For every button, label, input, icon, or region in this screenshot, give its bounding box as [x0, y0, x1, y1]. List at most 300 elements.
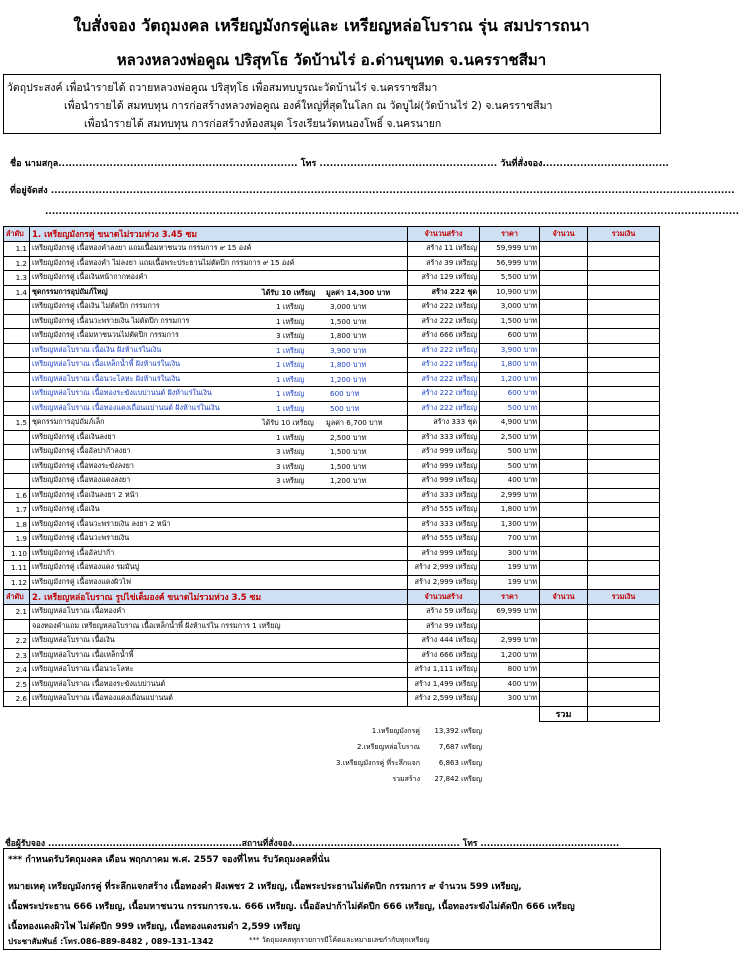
table-row: [4, 343, 660, 358]
table-row: [4, 692, 660, 707]
purpose-line-2: เพื่อนำรายได้ สมทบทุน การก่อสร้างหลวงพ่อคูณ องค์ใหญ่ที่สุดในโลก ณ วัดบูไผ่(วัดบ้านไร่ 2) จ.นครราชสีมา: [64, 100, 553, 112]
row-included-count: 3 เหรียญ: [276, 331, 305, 340]
row-price: 1,300 บาท: [480, 517, 540, 532]
row-item-label: เหรียญมังกรคู่ เนื้อเงิน ไม่ตัดปีก กรรมการ: [32, 301, 160, 311]
table-row: [4, 634, 660, 649]
row-qty-built: สร้าง 222 เหรียญ: [408, 372, 480, 387]
row-price: 5,500 บาท: [480, 271, 540, 286]
row-qty-built: สร้าง 222 เหรียญ: [408, 314, 480, 329]
row-price: 600 บาท: [480, 387, 540, 402]
table-row: [4, 329, 660, 344]
row-qty-built: สร้าง 222 เหรียญ: [408, 343, 480, 358]
row-qty-built: สร้าง 99 เหรียญ: [408, 619, 480, 634]
footer-contact: ประชาสัมพันธ์ :โทร.086-889-8482 , 089-131-1342: [8, 937, 214, 946]
row-amount-input[interactable]: [540, 343, 588, 358]
row-qty-built: สร้าง 333 เหรียญ: [408, 517, 480, 532]
row-item-label: เหรียญหล่อโบราณ เนื้อเหล็กน้ำพี้: [32, 649, 134, 659]
row-amount-input[interactable]: [540, 242, 588, 257]
row-price: 400 บาท: [480, 474, 540, 489]
row-total-input[interactable]: [588, 300, 660, 315]
row-total-input[interactable]: [588, 677, 660, 692]
row-amount-input[interactable]: [540, 285, 588, 300]
row-price: 800 บาท: [480, 663, 540, 678]
row-number: [4, 300, 30, 315]
form-subtitle: หลวงหลวงพ่อคูณ ปริสุทโธ วัดบ้านไร่ อ.ด่านขุนทด จ.นครราชสีมา: [116, 51, 547, 69]
row-included-count: ได้รับ 10 เหรียญ: [262, 287, 316, 297]
table-row: [4, 387, 660, 402]
row-item-label: เหรียญหล่อโบราณ เนื้อทองระฆังแบบ่านนต์ ฝังห้าแร่ในเงิน: [32, 388, 212, 398]
row-included-value: 1,800 บาท: [330, 331, 367, 340]
total-row-blank: [4, 706, 30, 721]
summary-value: 27,842 เหรียญ: [434, 774, 482, 783]
table-row: [4, 677, 660, 692]
row-number: 1.12: [4, 575, 30, 590]
row-price: 700 บาท: [480, 532, 540, 547]
row-total-input[interactable]: [588, 445, 660, 460]
row-item-label: เหรียญมังกรคู่ เนื้อนวะพรายเงิน: [32, 533, 130, 543]
purpose-line-3: เพื่อนำรายได้ สมทบทุน การก่อสร้างห้องสมุด โรงเรียนวัดหนองโพธิ์ จ.นครนายก: [84, 118, 442, 130]
row-item-label: เหรียญมังกรคู่ เนื้อเงินลงยา 2 หน้า: [32, 489, 139, 499]
row-qty-built: สร้าง 2,999 เหรียญ: [408, 561, 480, 576]
row-amount-input[interactable]: [540, 314, 588, 329]
table-row: [4, 314, 660, 329]
row-included-value: 3,900 บาท: [330, 345, 367, 355]
row-total-input[interactable]: [588, 488, 660, 503]
row-item-label: เหรียญหล่อโบราณ เนื้อทองแดงเถื่อนแบ่านนต์: [32, 693, 173, 703]
total-row-blank: [408, 706, 480, 721]
table-row: [4, 561, 660, 576]
row-included-count: 3 เหรียญ: [276, 476, 305, 485]
section-header-row: [4, 590, 660, 605]
row-price: 2,500 บาท: [480, 430, 540, 445]
row-item: [30, 271, 408, 286]
row-included-count: 1 เหรียญ: [276, 360, 305, 369]
row-amount-input[interactable]: [540, 271, 588, 286]
row-amount-input[interactable]: [540, 503, 588, 518]
row-included-value: 600 บาท: [330, 389, 360, 398]
table-row: [4, 517, 660, 532]
row-item-label: เหรียญมังกรคู่ เนื้อทองแดงผิวไฟ: [32, 576, 131, 586]
row-number: [4, 430, 30, 445]
footer-line-3: เนื้อพระประธาน 666 เหรียญ, เนื้อมหาชนวน กรรมการจ.น. 666 เหรียญ. เนื้ออัลปาก้าไม่ตัดปีก 666 เหรียญ, เนื้อทองระฆังไม่ตัดปีก 666 เหรียญ: [8, 902, 575, 912]
row-amount-input[interactable]: [540, 546, 588, 561]
row-total-input[interactable]: [588, 358, 660, 373]
row-included-value: 3,000 บาท: [330, 302, 367, 311]
row-price: 3,900 บาท: [480, 343, 540, 358]
address-field[interactable]: ที่อยู่จัดส่ง ........................................................................................................................................................................................................: [10, 186, 735, 196]
row-total-input[interactable]: [588, 329, 660, 344]
row-included-count: 1 เหรียญ: [276, 374, 305, 384]
row-item: [30, 387, 408, 402]
row-price: 56,999 บาท: [480, 256, 540, 271]
row-price: 500 บาท: [480, 459, 540, 474]
row-price: 59,999 บาท: [480, 242, 540, 257]
row-total-input[interactable]: [588, 634, 660, 649]
row-item-label: เหรียญมังกรคู่ เนื้ออัลปาก้า: [32, 547, 115, 557]
row-item: [30, 459, 408, 474]
row-qty-built: สร้าง 2,999 เหรียญ: [408, 575, 480, 590]
row-included-count: 1 เหรียญ: [276, 403, 305, 413]
col-no: ลำดับ: [4, 227, 30, 242]
row-price: 69,999 บาท: [480, 605, 540, 620]
purpose-line-1: วัตถุประสงค์ เพื่อนำรายได้ ถวายหลวงพ่อคูณ ปริสุทฺโธ เพื่อสมทบบูรณะวัดบ้านไร่ จ.นครราชสีมา: [7, 82, 438, 94]
row-amount-input[interactable]: [540, 430, 588, 445]
table-row: [4, 619, 660, 634]
row-number: [4, 401, 30, 416]
row-price: 1,500 บาท: [480, 314, 540, 329]
summary-value: 13,392 เหรียญ: [434, 726, 482, 735]
row-included-count: ได้รับ 10 เหรียญ: [262, 418, 314, 427]
col-item: 1. เหรียญมังกรคู่ ขนาดไม่รวมห่วง 3.45 ซม: [30, 227, 408, 242]
total-row: [4, 706, 660, 721]
row-number: 1.6: [4, 488, 30, 503]
table-row: [4, 256, 660, 271]
summary-label: 1.เหรียญมังกรคู่: [371, 726, 420, 735]
row-item: [30, 663, 408, 678]
row-total-input[interactable]: [588, 372, 660, 387]
row-number: [4, 619, 30, 634]
col-price: ราคา: [480, 227, 540, 242]
name-field[interactable]: ชื่อ นามสกุล...................................................................... โทร .................................................... วันที่สั่งจอง.....................................: [10, 159, 669, 169]
total-row-blank: [30, 706, 408, 721]
row-total-input[interactable]: [588, 692, 660, 707]
row-number: 1.4: [4, 285, 30, 300]
col-no: ลำดับ: [4, 590, 30, 605]
row-qty-built: สร้าง 39 เหรียญ: [408, 256, 480, 271]
table-row: [4, 474, 660, 489]
footer-line-2: หมายเหตุ เหรียญมังกรคู่ ที่ระลึกแจกสร้าง เนื้อทองคำ ฝังเพชร 2 เหรียญ, เนื้อพระประธานไม่ตัดปีก กรรมการ ๙ จำนวน 599 เหรียญ,: [8, 882, 522, 892]
row-item-label: เหรียญมังกรคู่ เนื้ออัลปาก้าลงยา: [32, 446, 131, 456]
table-row: [4, 459, 660, 474]
row-number: 1.11: [4, 561, 30, 576]
row-number: [4, 474, 30, 489]
grand-total-input[interactable]: [588, 706, 660, 721]
table-row: [4, 372, 660, 387]
row-item-label: เหรียญหล่อโบราณ เนื้อเงิน ฝังห้าแร่ในเงิน: [32, 344, 162, 354]
row-total-input[interactable]: [588, 271, 660, 286]
row-qty-built: สร้าง 59 เหรียญ: [408, 605, 480, 620]
row-item: [30, 488, 408, 503]
row-item: [30, 300, 408, 315]
row-number: 2.6: [4, 692, 30, 707]
row-item: [30, 474, 408, 489]
row-amount-input[interactable]: [540, 692, 588, 707]
row-total-input[interactable]: [588, 561, 660, 576]
row-item-label: เหรียญมังกรคู่ เนื้อทองระฆังลงยา: [32, 460, 134, 470]
row-item: [30, 314, 408, 329]
row-qty-built: สร้าง 129 เหรียญ: [408, 271, 480, 286]
row-included-value: 1,500 บาท: [330, 447, 367, 456]
row-item-label: เหรียญหล่อโบราณ เนื้อทองคำ: [32, 606, 126, 616]
section-header-row: [4, 227, 660, 242]
row-price: 2,999 บาท: [480, 488, 540, 503]
row-qty-built: สร้าง 222 เหรียญ: [408, 401, 480, 416]
summary-label: 3.เหรียญมังกรคู่ ที่ระลึกแจก: [336, 758, 420, 767]
row-total-input[interactable]: [588, 532, 660, 547]
row-qty-built: สร้าง 333 เหรียญ: [408, 488, 480, 503]
table-row: [4, 401, 660, 416]
col-amount: จำนวน: [540, 590, 588, 605]
row-item-label: เหรียญหล่อโบราณ เนื้อเงิน: [32, 635, 115, 645]
row-item: [30, 619, 408, 634]
row-amount-input[interactable]: [540, 561, 588, 576]
row-number: [4, 343, 30, 358]
row-total-input[interactable]: [588, 401, 660, 416]
table-row: [4, 605, 660, 620]
row-item: [30, 416, 408, 431]
row-included-value: 2,500 บาท: [330, 432, 367, 442]
row-item: [30, 692, 408, 707]
row-included-count: 1 เหรียญ: [276, 432, 305, 442]
row-amount-input[interactable]: [540, 401, 588, 416]
row-item: [30, 677, 408, 692]
row-qty-built: สร้าง 999 เหรียญ: [408, 459, 480, 474]
row-amount-input[interactable]: [540, 300, 588, 315]
row-number: 2.1: [4, 605, 30, 620]
table-row: [4, 416, 660, 431]
row-included-value: 1,500 บาท: [330, 461, 367, 471]
row-qty-built: สร้าง 11 เหรียญ: [408, 242, 480, 257]
row-item: [30, 634, 408, 649]
row-total-input[interactable]: [588, 605, 660, 620]
row-total-input[interactable]: [588, 416, 660, 431]
table-row: [4, 648, 660, 663]
row-included-value: 1,200 บาท: [330, 374, 367, 384]
row-amount-input[interactable]: [540, 619, 588, 634]
table-row: [4, 242, 660, 257]
row-number: [4, 314, 30, 329]
row-price: 400 บาท: [480, 677, 540, 692]
row-total-input[interactable]: [588, 517, 660, 532]
row-amount-input[interactable]: [540, 634, 588, 649]
footer-code-note: *** วัตถุมงคลทุกรายการมีโค้ดและหมายเลขกำกับทุกเหรียญ: [249, 936, 430, 944]
summary-value: 6,863 เหรียญ: [438, 758, 482, 767]
col-item: 2. เหรียญหล่อโบราณ รูปไข่เต็มองค์ ขนาดไม่รวมห่วง 3.5 ซม: [30, 590, 408, 605]
row-amount-input[interactable]: [540, 372, 588, 387]
row-number: [4, 329, 30, 344]
row-amount-input[interactable]: [540, 532, 588, 547]
total-label: รวม: [540, 706, 588, 721]
summary-value: 7,687 เหรียญ: [438, 742, 482, 751]
row-qty-built: สร้าง 1,111 เหรียญ: [408, 663, 480, 678]
row-price: 2,999 บาท: [480, 634, 540, 649]
row-total-input[interactable]: [588, 619, 660, 634]
row-price: 199 บาท: [480, 575, 540, 590]
row-item: [30, 329, 408, 344]
form-title: ใบสั่งจอง วัตถุมงคล เหรียญมังกรคู่และ เหรียญหล่อโบราณ รุ่น สมปรารถนา: [73, 16, 590, 35]
row-item-label: เหรียญมังกรคู่ เนื้อเงินลงยา: [32, 431, 116, 441]
row-item-label: เหรียญมังกรคู่ เนื้อนวะพรายเงิน ไม่ตัดปีก กรรมการ: [32, 315, 190, 325]
table-row: [4, 285, 660, 300]
footer-line-1: *** กำหนดรับวัตถุมงคล เดือน พฤกภาคม พ.ศ. 2557 จองที่ไหน รับวัตถุมงคลที่นั่น: [8, 855, 330, 865]
order-table: [3, 226, 660, 722]
row-price: 10,900 บาท: [480, 285, 540, 300]
row-number: 1.9: [4, 532, 30, 547]
receiver-field[interactable]: ชื่อผู้รับจอง ............................................................สถานที่สั่งจอง.................................................... โทร ...........................................: [5, 839, 620, 849]
row-item: [30, 503, 408, 518]
footer-line-4: เนื้อทองแดงผิวไฟ ไม่ตัดปีก 999 เหรียญ, เนื้อทองแดงรมดำ 2,599 เหรียญ: [8, 922, 301, 932]
row-amount-input[interactable]: [540, 648, 588, 663]
row-item: [30, 532, 408, 547]
row-amount-input[interactable]: [540, 358, 588, 373]
row-total-input[interactable]: [588, 474, 660, 489]
row-item: [30, 242, 408, 257]
row-amount-input[interactable]: [540, 605, 588, 620]
row-number: [4, 358, 30, 373]
row-price: 300 บาท: [480, 546, 540, 561]
row-item: [30, 343, 408, 358]
row-qty-built: สร้าง 333 ชุด: [408, 416, 480, 431]
row-price: 1,200 บาท: [480, 372, 540, 387]
row-total-input[interactable]: [588, 343, 660, 358]
row-included-value: 1,200 บาท: [330, 476, 367, 485]
row-amount-input[interactable]: [540, 474, 588, 489]
row-item-label: เหรียญมังกรคู่ เนื้อมหาชนวนไม่ตัดปีก กรรมการ: [32, 330, 179, 340]
row-included-value: มูลค่า 14,300 บาท: [326, 287, 391, 297]
row-price: 600 บาท: [480, 329, 540, 344]
col-total: รวมเงิน: [588, 227, 660, 242]
row-item: [30, 401, 408, 416]
row-number: [4, 372, 30, 387]
purpose-box: [3, 74, 661, 134]
row-item: [30, 517, 408, 532]
row-price: 1,800 บาท: [480, 358, 540, 373]
table-row: [4, 488, 660, 503]
row-item-label: เหรียญมังกรคู่ เนื้อนวะพรายเงิน ลงยา 2 หน้า: [32, 518, 171, 528]
row-amount-input[interactable]: [540, 387, 588, 402]
row-total-input[interactable]: [588, 663, 660, 678]
row-price: 1,800 บาท: [480, 503, 540, 518]
row-item-label: เหรียญหล่อโบราณ เนื้อทองระฆังแบบ่านนต์: [32, 678, 166, 688]
row-item-label: เหรียญหล่อโบราณ เนื้อทองแดงเถื่อนแบ่านนต์ ฝังห้าแร่ในเงิน: [32, 402, 220, 412]
address-field-2[interactable]: ...........................................................................................................................................................................................................: [45, 207, 739, 217]
row-included-value: 1,800 บาท: [330, 360, 367, 369]
row-item: [30, 575, 408, 590]
footer-notes: [3, 848, 661, 950]
row-number: [4, 387, 30, 402]
row-qty-built: สร้าง 2,599 เหรียญ: [408, 692, 480, 707]
table-row: [4, 445, 660, 460]
row-item: [30, 256, 408, 271]
row-total-input[interactable]: [588, 314, 660, 329]
row-qty-built: สร้าง 999 เหรียญ: [408, 445, 480, 460]
row-item: [30, 372, 408, 387]
row-total-input[interactable]: [588, 459, 660, 474]
row-qty-built: สร้าง 222 เหรียญ: [408, 387, 480, 402]
row-item-label: จองทองคำแถม เหรียญหล่อโบราณ เนื้อเหล็กน้ำพี้ ฝังห้าแร่ใน กรรมการ 1 เหรียญ: [32, 620, 281, 630]
row-total-input[interactable]: [588, 575, 660, 590]
row-amount-input[interactable]: [540, 575, 588, 590]
row-qty-built: สร้าง 222 เหรียญ: [408, 300, 480, 315]
row-total-input[interactable]: [588, 546, 660, 561]
row-item: [30, 445, 408, 460]
table-row: [4, 532, 660, 547]
row-total-input[interactable]: [588, 242, 660, 257]
row-item-label: เหรียญมังกรคู่ เนื้อเงิน: [32, 504, 100, 514]
row-total-input[interactable]: [588, 430, 660, 445]
row-included-value: มูลค่า 6,700 บาท: [326, 418, 383, 427]
row-number: [4, 445, 30, 460]
row-total-input[interactable]: [588, 503, 660, 518]
row-item: [30, 648, 408, 663]
row-total-input[interactable]: [588, 648, 660, 663]
total-row-blank: [480, 706, 540, 721]
row-item-label: เหรียญหล่อโบราณ เนื้อนวะโลหะ: [32, 664, 134, 674]
row-item: [30, 430, 408, 445]
row-amount-input[interactable]: [540, 416, 588, 431]
table-row: [4, 430, 660, 445]
row-total-input[interactable]: [588, 256, 660, 271]
row-included-count: 1 เหรียญ: [276, 345, 305, 355]
row-price: 500 บาท: [480, 401, 540, 416]
row-qty-built: สร้าง 1,499 เหรียญ: [408, 677, 480, 692]
row-amount-input[interactable]: [540, 445, 588, 460]
col-amount: จำนวน: [540, 227, 588, 242]
row-amount-input[interactable]: [540, 517, 588, 532]
row-price: [480, 619, 540, 634]
row-item-label: เหรียญหล่อโบราณ เนื้อนวะโลหะ ฝังห้าแร่ในเงิน: [32, 373, 181, 383]
row-qty-built: สร้าง 666 เหรียญ: [408, 329, 480, 344]
table-row: [4, 546, 660, 561]
row-number: 1.1: [4, 242, 30, 257]
row-qty-built: สร้าง 444 เหรียญ: [408, 634, 480, 649]
row-total-input[interactable]: [588, 285, 660, 300]
row-amount-input[interactable]: [540, 459, 588, 474]
row-amount-input[interactable]: [540, 329, 588, 344]
row-item: [30, 561, 408, 576]
col-total: รวมเงิน: [588, 590, 660, 605]
row-qty-built: สร้าง 333 เหรียญ: [408, 430, 480, 445]
row-price: 4,900 บาท: [480, 416, 540, 431]
row-included-count: 1 เหรียญ: [276, 302, 305, 311]
row-qty-built: สร้าง 222 เหรียญ: [408, 358, 480, 373]
col-qty-built: จำนวนสร้าง: [408, 590, 480, 605]
row-qty-built: สร้าง 555 เหรียญ: [408, 503, 480, 518]
table-row: [4, 503, 660, 518]
row-included-count: 3 เหรียญ: [276, 461, 305, 471]
row-number: 1.7: [4, 503, 30, 518]
row-item-label: ชุดกรรมการอุปถัมภ์เล็ก: [32, 417, 105, 427]
table-row: [4, 663, 660, 678]
table-row: [4, 575, 660, 590]
row-qty-built: สร้าง 666 เหรียญ: [408, 648, 480, 663]
col-qty-built: จำนวนสร้าง: [408, 227, 480, 242]
row-amount-input[interactable]: [540, 663, 588, 678]
row-number: 1.5: [4, 416, 30, 431]
summary-label: รวมสร้าง: [392, 774, 420, 783]
row-amount-input[interactable]: [540, 677, 588, 692]
row-included-count: 3 เหรียญ: [276, 447, 305, 456]
row-total-input[interactable]: [588, 387, 660, 402]
col-price: ราคา: [480, 590, 540, 605]
row-number: 2.4: [4, 663, 30, 678]
row-included-count: 1 เหรียญ: [276, 389, 305, 398]
row-item-label: เหรียญมังกรคู่ เนื้อเงินหน้ากากทองคำ: [32, 272, 148, 282]
row-included-value: 1,500 บาท: [330, 316, 367, 326]
row-amount-input[interactable]: [540, 256, 588, 271]
row-price: 199 บาท: [480, 561, 540, 576]
row-amount-input[interactable]: [540, 488, 588, 503]
row-item-label: เหรียญมังกรคู่ เนื้อทองคำ ไม่ลงยา แถมเนื้อพระประธานไม่ตัดปีก กรรมการ ๙ 15 องค์: [32, 257, 295, 267]
row-item-label: เหรียญมังกรคู่ เนื้อทองคำลงยา แถมเนื้อมหาชนวน กรรมการ ๙ 15 องค์: [32, 243, 252, 253]
row-number: 1.8: [4, 517, 30, 532]
row-number: [4, 459, 30, 474]
row-item-label: เหรียญมังกรคู่ เนื้อทองแดงลงยา: [32, 475, 131, 485]
row-number: 1.10: [4, 546, 30, 561]
row-item-label: ชุดกรรมการอุปถัมภ์ใหญ่: [32, 286, 108, 296]
row-qty-built: สร้าง 222 ชุด: [408, 285, 480, 300]
row-item: [30, 358, 408, 373]
